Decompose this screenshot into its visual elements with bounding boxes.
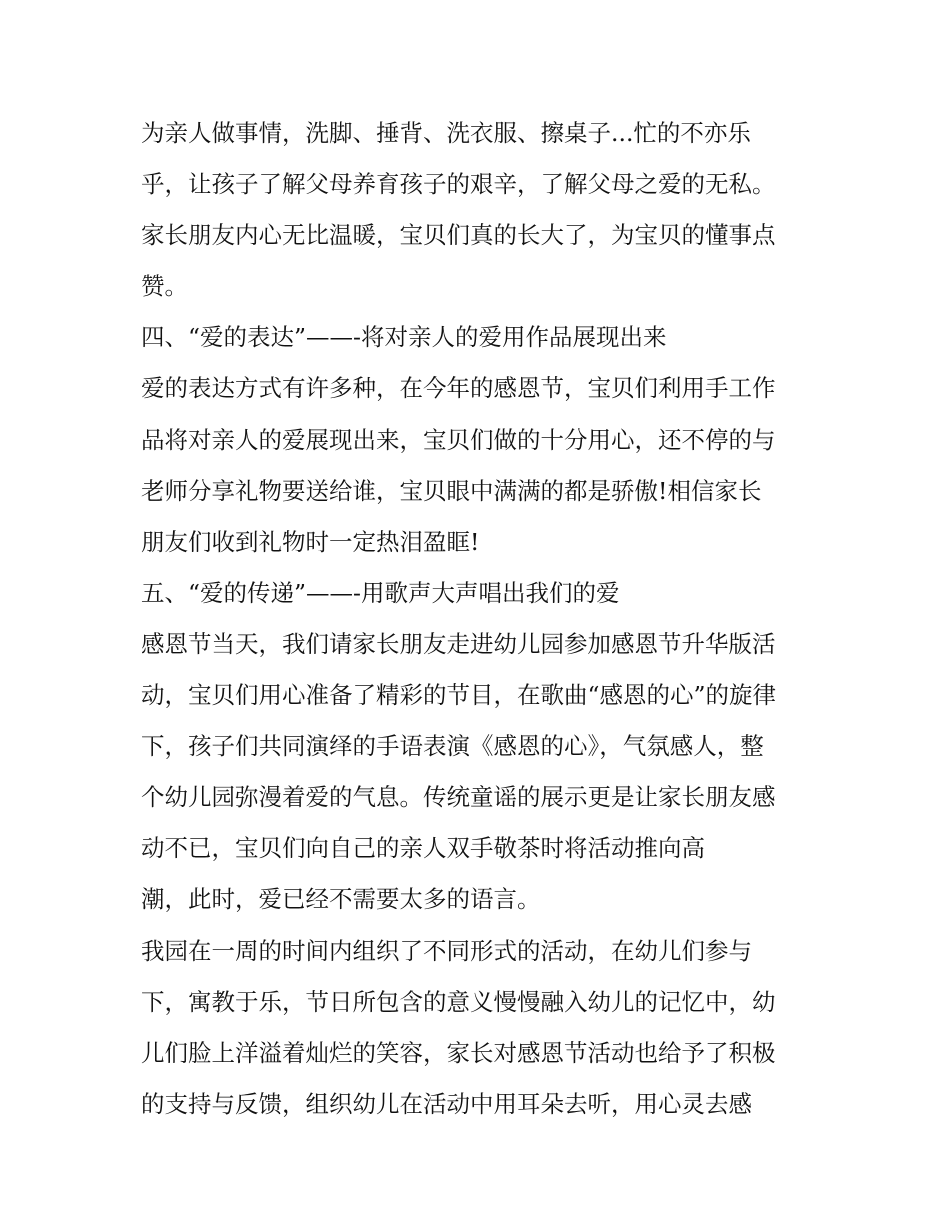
text-line: 动不已，宝贝们向自己的亲人双手敬茶时将活动推向高 bbox=[141, 834, 705, 863]
body-text bbox=[141, 108, 821, 1130]
text-line: 爱的表达方式有许多种，在今年的感恩节，宝贝们利用手工作 bbox=[141, 374, 776, 403]
section-heading-four: 四、“爱的表达”——-将对亲人的爱用作品展现出来 bbox=[141, 323, 667, 352]
text-line: 乎，让孩子了解父母养育孩子的艰辛，了解父母之爱的无私。 bbox=[141, 170, 776, 199]
text-line: 下，孩子们共同演绎的手语表演《感恩的心》，气氛感人，整 bbox=[141, 732, 764, 761]
text-line: 个幼儿园弥漫着爱的气息。传统童谣的展示更是让家长朋友感 bbox=[141, 783, 776, 812]
text-line: 为亲人做事情，洗脚、捶背、洗衣服、擦桌子...忙的不亦乐 bbox=[141, 119, 751, 147]
text-line: 儿们脸上洋溢着灿烂的笑容，家长对感恩节活动也给予了积极 bbox=[141, 1038, 776, 1067]
section-heading-five: 五、“爱的传递”——-用歌声大声唱出我们的爱 bbox=[141, 578, 620, 607]
text-line: 老师分享礼物要送给谁，宝贝眼中满满的都是骄傲!相信家长 bbox=[141, 476, 762, 505]
text-line: 赞。 bbox=[141, 272, 188, 301]
text-line: 我园在一周的时间内组织了不同形式的活动，在幼儿们参与 bbox=[141, 936, 752, 965]
text-line: 动，宝贝们用心准备了精彩的节目，在歌曲“感恩的心”的旋律 bbox=[141, 681, 777, 710]
text-line: 下，寓教于乐，节日所包含的意义慢慢融入幼儿的记忆中，幼 bbox=[141, 987, 776, 1016]
text-line: 家长朋友内心无比温暖，宝贝们真的长大了，为宝贝的懂事点 bbox=[141, 221, 776, 250]
text-line: 朋友们收到礼物时一定热泪盈眶! bbox=[141, 527, 480, 556]
text-line: 潮，此时，爱已经不需要太多的语言。 bbox=[141, 885, 541, 914]
text-line: 感恩节当天，我们请家长朋友走进幼儿园参加感恩节升华版活 bbox=[141, 629, 776, 658]
text-line: 品将对亲人的爱展现出来，宝贝们做的十分用心，还不停的与 bbox=[141, 425, 776, 454]
text-line: 的支持与反馈，组织幼儿在活动中用耳朵去听，用心灵去感 bbox=[141, 1089, 752, 1118]
